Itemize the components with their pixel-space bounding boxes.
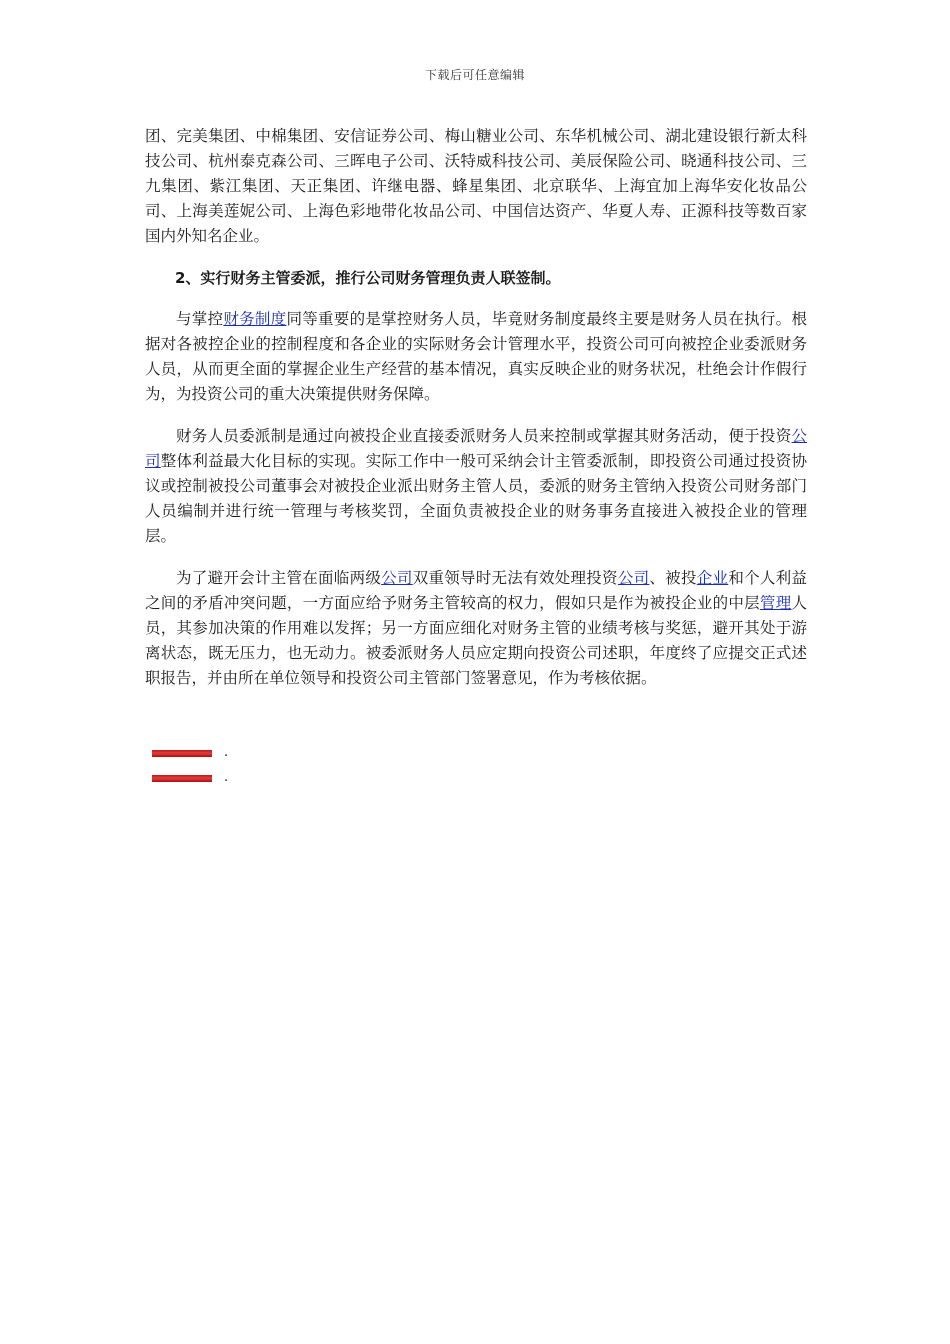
link-enterprise[interactable]: 企业 [696, 569, 729, 587]
paragraph-company-list: 团、完美集团、中棉集团、安信证券公司、梅山糖业公司、东华机械公司、湖北建设银行新太科技公司、杭州泰克森公司、三晖电子公司、沃特威科技公司、美辰保险公司、晓通科技公司、三九集团、紫江集团、天正集团、许继电器、蜂星集团、北京联华、上海宜加上海华安化妆品公司、上海美莲妮公司、上海色彩地带化妆品公司、中国信达资产、华夏人寿、正源科技等数百家国内外知名企业。 [145, 127, 807, 245]
link-company[interactable]: 公司 [381, 569, 413, 587]
paragraph-financial-staff [145, 307, 807, 407]
dot-marker: . [224, 770, 229, 785]
text-segment: 人员，其参加决策的作用难以发挥；另一方面应细化对财务主管的业绩考核与奖惩，避开其处于游离状态，既无压力，也无动力。被委派财务人员应定期向投资公司述职，年度终了应提交正式述职报告，并由所在单位领导和投资公司主管部门签署意见，作为考核依据。 [145, 594, 807, 687]
section-heading: 2、实行财务主管委派，推行公司财务管理负责人联签制。 [175, 269, 561, 287]
dot-marker: . [224, 745, 229, 760]
text-segment: 同等重要的是掌控财务人员，毕竟财务制度最终主要是财务人员在执行。根据对各被控企业的控制程度和各企业的实际财务会计管理水平，投资公司可向被控企业委派财务人员，从而更全面的掌握企业生产经营的基本情况，真实反映企业的财务状况，杜绝会计作假行为，为投资公司的重大决策提供财务保障。 [145, 310, 807, 403]
red-bar-icon [152, 775, 212, 782]
header-note: 下载后可任意编辑 [424, 68, 525, 82]
text-segment: 为了避开会计主管在面临两级 [176, 569, 382, 587]
decorative-bar-row [152, 770, 252, 785]
text-segment: 和个人利益之间的矛盾冲突问题，一方面应给予财务主管较高的权力，假如只是作为被投企业的中层 [145, 569, 807, 612]
text-segment: 双重领导时无法有效处理投资 [412, 569, 618, 587]
link-management[interactable]: 管理 [759, 594, 792, 612]
decorative-bar-row [152, 745, 252, 760]
red-bar-icon [152, 750, 212, 757]
text-segment: 整体利益最大化目标的实现。实际工作中一般可采纳会计主管委派制，即投资公司通过投资协议或控制被投公司董事会对被投企业派出财务主管人员，委派的财务主管纳入投资公司财务部门人员编制并进行统一管理与考核奖罚，全面负责被投企业的财务事务直接进入被投企业的管理层。 [145, 452, 807, 545]
link-company[interactable]: 公司 [145, 427, 807, 470]
link-financial-system[interactable]: 财务制度 [223, 310, 287, 328]
paragraph-assignment-system [145, 424, 807, 549]
text-segment: 与掌控 [176, 310, 224, 328]
document-body [145, 124, 807, 708]
text-segment: 、被投 [649, 569, 697, 587]
text-segment: 财务人员委派制是通过向被投企业直接委派财务人员来控制或掌握其财务活动，便于投资 [176, 427, 792, 445]
paragraph-conflict-avoidance [145, 566, 807, 691]
link-company[interactable]: 公司 [617, 569, 650, 587]
